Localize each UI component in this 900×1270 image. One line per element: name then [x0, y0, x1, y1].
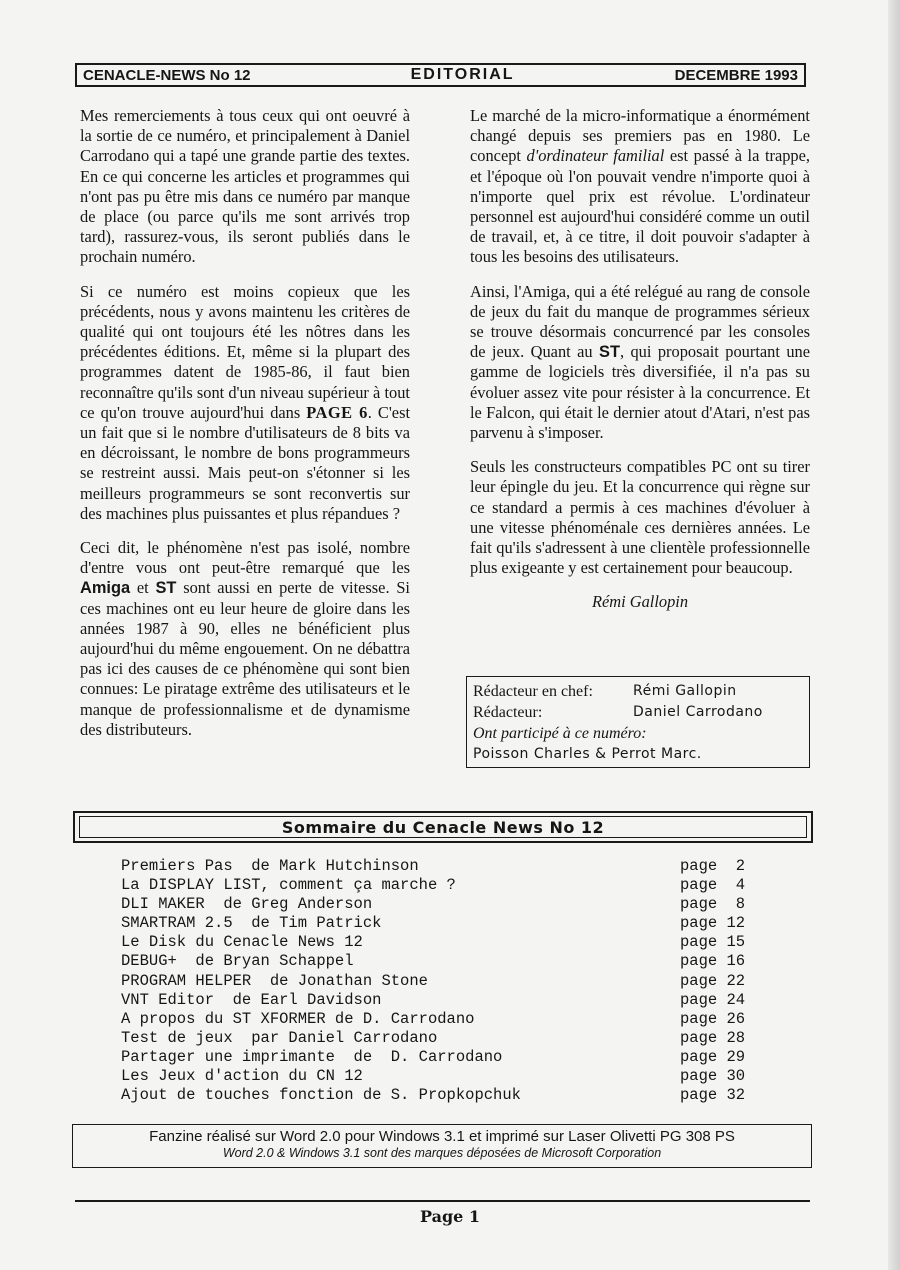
toc-page: page 12 — [680, 914, 746, 933]
editorial-signature: Rémi Gallopin — [591, 592, 689, 612]
toc-title: DLI MAKER de Greg Anderson — [121, 895, 373, 914]
toc-page: page 26 — [680, 1009, 746, 1028]
credits-box — [466, 676, 810, 768]
toc-item — [121, 952, 761, 971]
footer-box — [72, 1124, 812, 1168]
summary-title: Sommaire du Cenacle News No 12 — [281, 817, 605, 837]
editorial-paragraph — [470, 106, 810, 268]
toc-item — [121, 1029, 761, 1048]
header-issue: CENACLE-NEWS No 12 — [83, 66, 251, 84]
toc-title: Partager une imprimante de D. Carrodano — [121, 1047, 503, 1066]
toc-item — [121, 933, 761, 952]
header-date: DECEMBRE 1993 — [674, 66, 798, 84]
editorial-paragraph — [80, 538, 410, 740]
brand-page6: PAGE 6 — [306, 402, 368, 422]
toc-item — [121, 1010, 761, 1029]
toc-item — [121, 895, 761, 914]
toc-title: Les Jeux d'action du CN 12 — [121, 1067, 363, 1086]
toc-title: SMARTRAM 2.5 de Tim Patrick — [121, 914, 382, 933]
editorial-paragraph — [80, 282, 410, 524]
page-number: Page 1 — [419, 1207, 481, 1226]
credit-value: Rémi Gallopin — [633, 683, 737, 699]
editorial-paragraph: Seuls les constructeurs compatibles PC ont su tirer leur épingle du jeu. Et la concurrence qui règne sur ce standard a permis à ces machines d'évoluer à une vitesse phénoménale ces dernières années. Le fait qu'ils s'adressent à une clientèle professionnelle plus exigeante y est certainement pour beaucoup. — [470, 457, 810, 578]
brand-st: ST — [155, 579, 177, 598]
toc-title: Premiers Pas de Mark Hutchinson — [121, 857, 419, 875]
footer-rule — [75, 1200, 810, 1202]
credit-value: Daniel Carrodano — [633, 704, 763, 720]
footer-line: Fanzine réalisé sur Word 2.0 pour Windows 3.1 et imprimé sur Laser Olivetti PG 308 PS — [149, 1128, 735, 1145]
credit-label: Rédacteur en chef: — [473, 683, 593, 700]
paragraph-text: sont aussi en perte de vitesse. Si ces machines ont eu leur heure de gloire dans les années 1987 à 90, elles ne bénéficient plus aujourd'hui du même engouement. On ne débattra pas ici des causes de ce phénomène qui sont bien connues: Le piratage extrême des utilisateurs et le manque de professionnalisme et de dynamisme des distributeurs. — [80, 578, 410, 739]
paragraph-text: est passé à la trappe, et l'époque où l'on pouvait vendre n'importe quoi à n'importe quel prix est révolue. L'ordinateur personnel est aujourd'hui considéré comme un outil de travail, et, à ce titre, il doit pouvoir s'adapter à tous les besoins des utilisateurs. — [470, 146, 810, 267]
toc-page: page 30 — [680, 1067, 746, 1086]
toc-item — [121, 991, 761, 1010]
footer-trademark: Word 2.0 & Windows 3.1 sont des marques déposées de Microsoft Corporation — [222, 1146, 662, 1160]
paragraph-text: Si ce numéro est moins copieux que les précédents, nous y avons maintenu les critères de qualité qui ont toujours été les nôtres dans les précédentes éditions. Et, même si la plupart des programmes datent de 1985-86, il faut bien reconnaître qu'ils sont d'un niveau supérieur à tout ce qu'on trouve aujourd'hui dans — [80, 281, 410, 422]
toc-page: page 29 — [680, 1047, 746, 1066]
toc-page: page 8 — [680, 895, 746, 914]
editorial-paragraph: Mes remerciements à tous ceux qui ont oeuvré à la sortie de ce numéro, et principalement à Daniel Carrodano qui a tapé une grande partie des textes. En ce qui concerne les articles et programmes qui n'ont pas pu être mis dans ce numéro par manque de place (ou parce qu'ils me sont arrivés trop tard), rassurez-vous, ils seront publiés dans le prochain numéro. — [80, 106, 410, 267]
toc-page: page 24 — [680, 990, 746, 1009]
editorial-right-column — [470, 106, 810, 627]
toc-item — [121, 1048, 761, 1067]
paragraph-text: , qui proposait pourtant une gamme de logiciels très diversifiée, il n'a pas su évoluer assez vite pour résister à la concurrence. Et le Falcon, qui était le dernier atout d'Atari, n'est pas parvenu à s'imposer. — [470, 342, 810, 443]
page-header — [75, 63, 806, 87]
brand-st: ST — [599, 343, 620, 362]
toc-item — [121, 1086, 761, 1105]
toc-title: Le Disk du Cenacle News 12 — [121, 933, 363, 952]
toc-item — [121, 1067, 761, 1086]
editorial-left-column — [80, 106, 410, 754]
emphasis-text: d'ordinateur familial — [526, 146, 665, 166]
toc-page: page 4 — [680, 876, 746, 895]
page-edge — [888, 0, 900, 1270]
toc-title: Test de jeux par Daniel Carrodano — [121, 1028, 438, 1047]
paragraph-text: . C'est un fait que si le nombre d'utilisateurs de 8 bits va en décroissant, le nombre de bons programmeurs se restreint aussi. Mais peut-on s'étonner si les meilleurs programmeurs se sont reconvertis sur des machines plus puissantes et plus répandues ? — [80, 402, 411, 523]
credit-row — [473, 702, 803, 723]
credit-row — [473, 681, 803, 702]
toc-item — [121, 914, 761, 933]
toc-title: La DISPLAY LIST, comment ça marche ? — [121, 876, 456, 895]
toc-page: page 15 — [680, 933, 746, 952]
toc-title: Ajout de touches fonction de S. Propkopchuk — [121, 1086, 521, 1105]
paragraph-text: Ceci dit, le phénomène n'est pas isolé, nombre d'entre vous ont peut-être remarqué que les — [80, 538, 410, 578]
paragraph-text: et — [130, 578, 156, 598]
table-of-contents — [121, 857, 761, 1105]
toc-title: DEBUG+ de Bryan Schappel — [121, 952, 354, 971]
paragraph-text: Ainsi, l'Amiga, qui a été relégué au rang de console de jeux du fait du manque de programmes sérieux se trouve désormais concurrencé par les consoles de jeux. Quant au — [470, 281, 810, 362]
editorial-paragraph — [470, 282, 810, 444]
toc-page: page 2 — [680, 857, 746, 875]
credit-label: Ont participé à ce numéro: — [473, 725, 647, 742]
paragraph-text: Le marché de la micro-informatique a énormément changé depuis ses premiers pas en 1980. Le concept — [470, 106, 810, 166]
toc-title: VNT Editor de Earl Davidson — [121, 990, 382, 1009]
brand-amiga: Amiga — [80, 579, 131, 598]
credit-value: Poisson Charles & Perrot Marc. — [473, 746, 702, 762]
credit-label: Rédacteur: — [473, 704, 543, 721]
toc-page: page 16 — [680, 952, 746, 971]
toc-page: page 32 — [680, 1086, 746, 1105]
toc-item — [121, 876, 761, 895]
header-section: EDITORIAL — [410, 66, 515, 83]
summary-title-box — [73, 811, 813, 843]
toc-item — [121, 972, 761, 991]
toc-title: A propos du ST XFORMER de D. Carrodano — [121, 1009, 475, 1028]
toc-item — [121, 857, 761, 876]
toc-title: PROGRAM HELPER de Jonathan Stone — [121, 971, 428, 990]
toc-page: page 22 — [680, 971, 746, 990]
toc-page: page 28 — [680, 1028, 746, 1047]
